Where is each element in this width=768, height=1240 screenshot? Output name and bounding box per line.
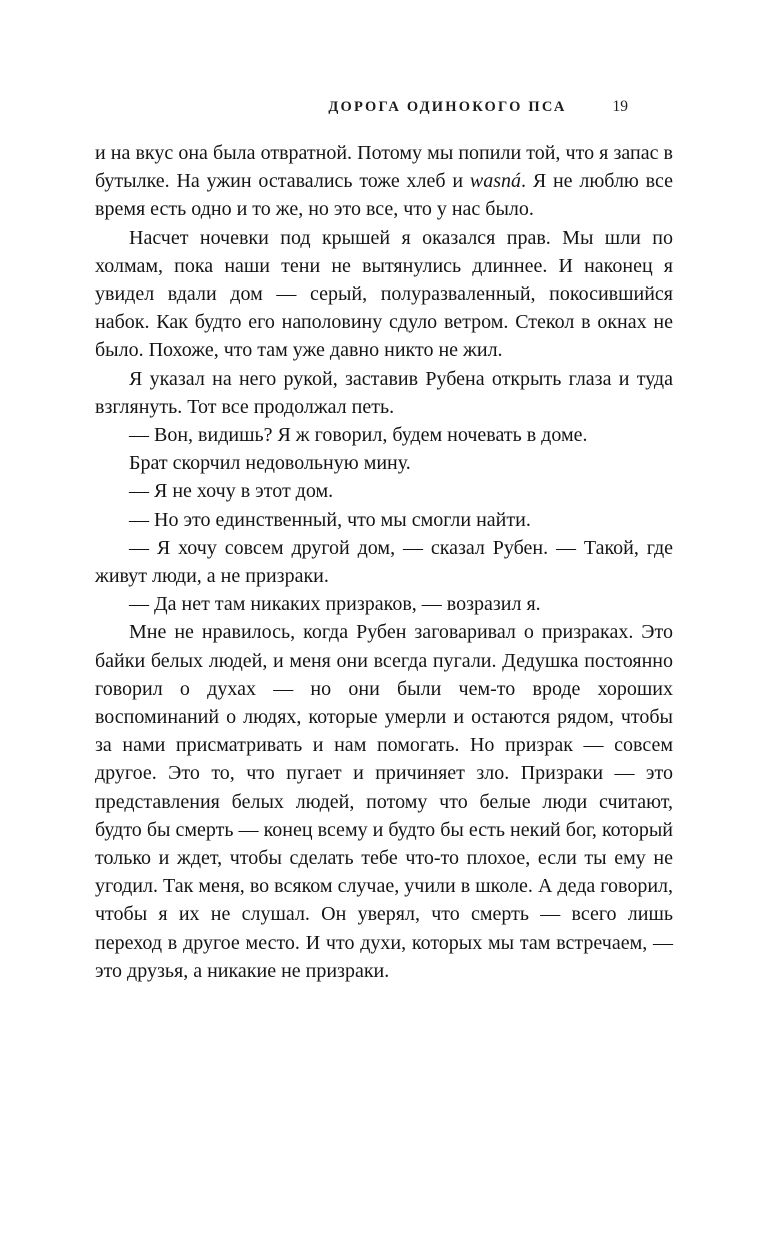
paragraph-5: Брат скорчил недовольную мину. [129,452,411,475]
paragraph-7: — Но это единственный, что мы смогли найти. [129,508,531,531]
paragraph-9: — Да нет там никаких призраков, — возразил я. [129,593,541,616]
paragraph-1-after-italic: . Я не люблю все время есть одно и то же, но это все, что у нас было. [95,170,674,221]
running-head [95,98,673,116]
running-head-title: ДОРОГА ОДИНОКОГО ПСА [328,99,567,115]
italic-word: wasná [469,170,522,193]
paragraph-1 [95,139,673,224]
paragraph-6: — Я не хочу в этот дом. [129,480,334,503]
paragraph-8: — Я хочу совсем другой дом, — сказал Рубен. — Такой, где живут люди, а не призраки. [95,536,673,588]
paragraph-10: Мне не нравилось, когда Рубен заговаривал о призраках. Это байки белых людей, и меня они всегда пугали. Дедушка постоянно говорил о духах — но они были чем-то вроде хороших воспоминаний о людях, которые умерли и остаются рядом, чтобы за нами присматривать и нам помогать. Но призрак — совсем другое. Это то, что пугает и причиняет зло. Призраки — это представления белых людей, потому что белые люди считают, будто бы смерть — конец всему и будто бы есть некий бог, который только и ждет, чтобы сделать тебе что-то плохое, если ты ему не угодил. Так меня, во всяком случае, учили в школе. А деда говорил, чтобы я их не слушал. Он уверял, что смерть — всего лишь переход в другое место. И что духи, которых мы там встречаем, — это друзья, а никакие не призраки. [95,621,673,982]
paragraph-2: Насчет ночевки под крышей я оказался прав. Мы шли по холмам, пока наши тени не вытянулись длиннее. И наконец я увидел вдали дом — серый, полуразваленный, покосившийся набок. Как будто его наполовину сдуло ветром. Стекол в окнах не было. Похоже, что там уже давно никто не жил. [95,226,673,362]
paragraph-1-before-italic: и на вкус она была отвратной. Потому мы попили той, что я запас в бутылке. На ужин оставались тоже хлеб и [95,142,673,193]
page-number: 19 [612,98,628,115]
page-body [95,139,673,985]
paragraph-3: Я указал на него рукой, заставив Рубена открыть глаза и туда взглянуть. Тот все продолжал петь. [95,367,673,418]
paragraph-4: — Вон, видишь? Я ж говорил, будем ночевать в доме. [129,424,588,447]
